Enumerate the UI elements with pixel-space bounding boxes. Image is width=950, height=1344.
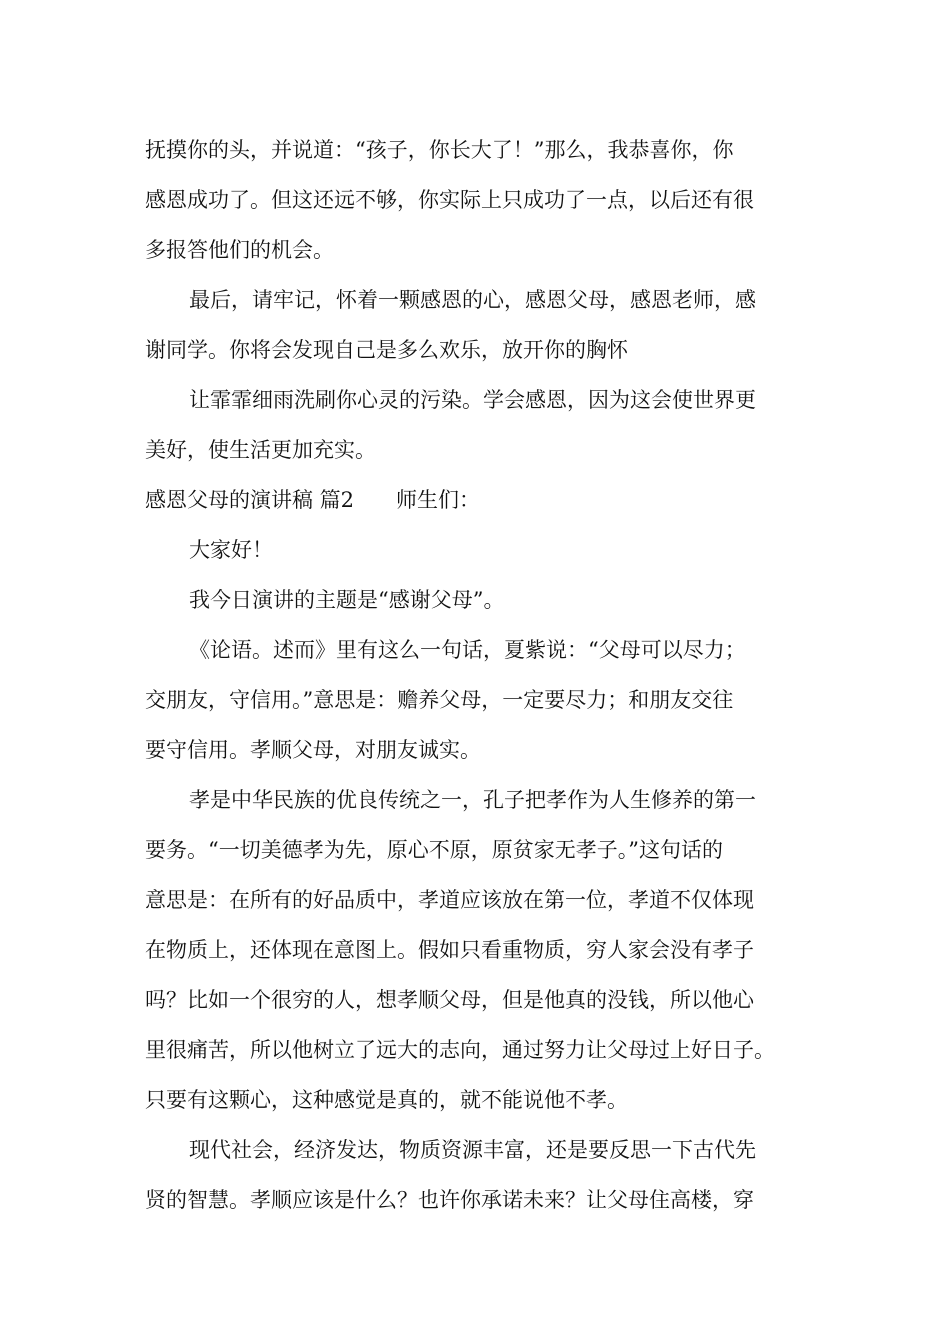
section-heading-line: [145, 475, 480, 525]
text-line: 吗？比如一个很穷的人，想孝顺父母，但是他真的没钱，所以他心: [145, 988, 754, 1012]
text-line: 谢同学。你将会发现自己是多么欢乐，放开你的胸怀: [145, 338, 628, 362]
paragraph-first-line: 我今日演讲的主题是“感谢父母”。: [189, 588, 505, 612]
text-line: 贤的智慧。孝顺应该是什么？也许你承诺未来？让父母住高楼，穿: [145, 1188, 754, 1212]
paragraph-first-line: 让霏霏细雨洗刷你心灵的污染。学会感恩，因为这会使世界更: [189, 388, 756, 412]
section-title: 感恩父母的演讲稿 篇2: [145, 488, 355, 512]
paragraph-first-line: 最后，请牢记，怀着一颗感恩的心，感恩父母，感恩老师，感: [189, 288, 756, 312]
text-line: 意思是：在所有的好品质中，孝道应该放在第一位，孝道不仅体现: [145, 888, 754, 912]
text-line: 要守信用。孝顺父母，对朋友诚实。: [145, 738, 481, 762]
greeting-line: 大家好！: [189, 538, 273, 562]
salutation: 师生们：: [396, 488, 481, 512]
text-line: 里很痛苦，所以他树立了远大的志向，通过努力让父母过上好日子。: [145, 1038, 775, 1062]
text-line: 在物质上，还体现在意图上。假如只看重物质，穷人家会没有孝子: [145, 938, 754, 962]
text-line: 抚摸你的头，并说道：“孩子，你长大了！”那么，我恭喜你，你: [145, 138, 734, 162]
paragraph-first-line: 孝是中华民族的优良传统之一，孔子把孝作为人生修养的第一: [189, 788, 756, 812]
paragraph-first-line: 《论语。述而》里有这么一句话，夏紫说：“父母可以尽力；: [189, 638, 746, 662]
text-line: 只要有这颗心，这种感觉是真的，就不能说他不孝。: [145, 1088, 628, 1112]
text-line: 多报答他们的机会。: [145, 238, 334, 262]
text-line: 要务。“一切美德孝为先，原心不原，原贫家无孝子。”这句话的: [145, 838, 723, 862]
paragraph-first-line: 现代社会，经济发达，物质资源丰富，还是要反思一下古代先: [189, 1138, 756, 1162]
text-line: 美好，使生活更加充实。: [145, 438, 376, 462]
text-line: 感恩成功了。但这还远不够，你实际上只成功了一点，以后还有很: [145, 188, 754, 212]
text-line: 交朋友，守信用。”意思是：赡养父母，一定要尽力；和朋友交往: [145, 688, 734, 712]
